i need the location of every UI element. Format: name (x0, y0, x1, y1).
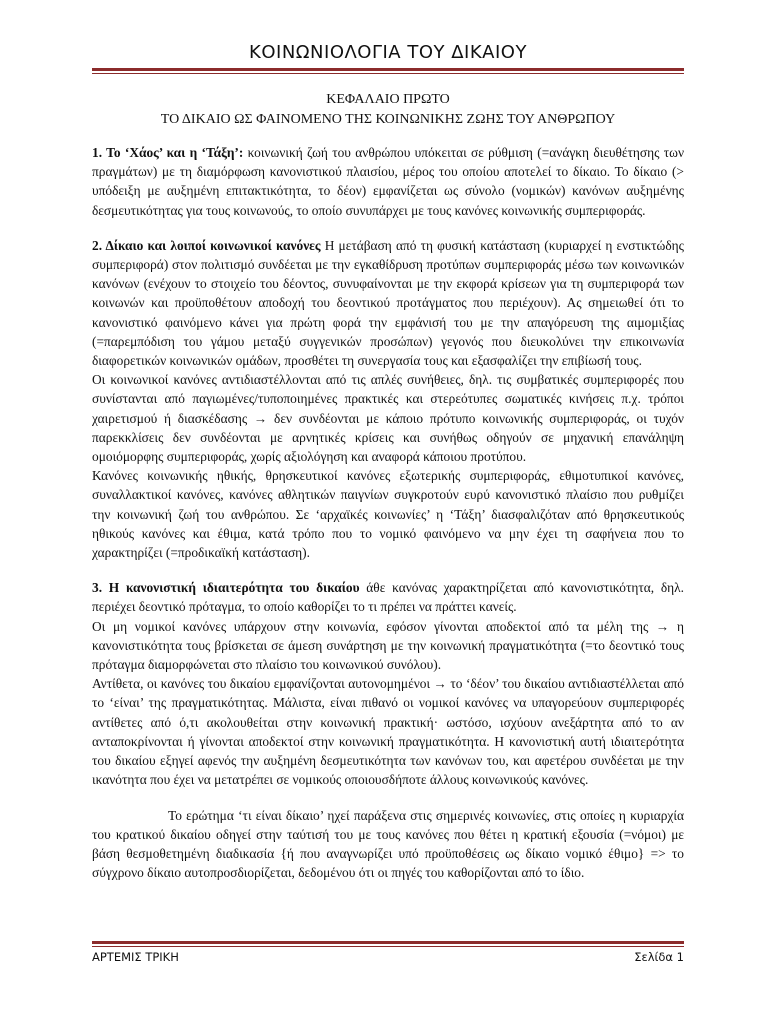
section-3-text: άθε κανόνας χαρακτηρίζεται από κανονιστικότητα, δηλ. περιέχει δεοντικό πρόταγμα, το οποίο καθορίζει το τι πρέπει να πράττει κανείς. (92, 580, 684, 615)
footer-author: ΑΡΤΕΜΙΣ ΤΡΙΚΗ (92, 950, 179, 964)
header-rule (92, 68, 684, 71)
section-2-heading: 2. Δίκαιο και λοιποί κοινωνικοί κανόνες (92, 237, 321, 253)
footer-page-number: Σελίδα 1 (634, 950, 684, 964)
closing-paragraph: Το ερώτημα ‘τι είναι δίκαιο’ ηχεί παράξενα στις σημερινές κοινωνίες, στις οποίες η κυριαρχία του κρατικού δικαίου οδηγεί στην ταύτισή του με τους κανόνες που θέτει η κρατική εξουσία (=νόμοι) με βάση θεσμοθετημένη διαδικασία {ή που αναγνωρίζει υπό προϋποθέσεις ως δίκαιο νομικό έθιμο} => το σύγχρονο δίκαιο αυτοπροσδιορίζεται, δεδομένου ότι οι πηγές του καθορίζονται από το ίδιο. (92, 807, 684, 881)
section-1-text: κοινωνική ζωή του ανθρώπου υπόκειται σε ρύθμιση (=ανάγκη διευθέτησης των πραγμάτων) με τη διαμόρφωση κανονιστικού πλαισίου, μέρος του οποίου αποτελεί το δίκαιο. Το δίκαιο (> υπόδειξη με αυξημένη επιτακτικότητα, το δέον) εμφανίζεται ως σύνολο (νομικών) κανόνων αυξημένης δεσμευτικότητας για τους κοινωνούς, το οποίο συνυπάρχει με τους κανόνες κοινωνικής συμπεριφοράς. (92, 145, 685, 218)
section-1-paragraph (92, 143, 684, 220)
section-2-paragraph-2: Οι κοινωνικοί κανόνες αντιδιαστέλλονται από τις απλές συνήθειες, δηλ. τις συμβατικές συμπεριφορές που συνίστανται από παγιωμένες/τυποποιημένες πρακτικές και στερεότυπες σωματικές κινήσεις π.χ. τρόποι χαιρετισμού ή διασκέδασης → δεν συνδέονται με κάποιο πρότυπο κοινωνικής συμπεριφοράς, οι τυχόν παρεκκλίσεις δεν συνδέονται με αρνητικές κρίσεις και συνήθως οδηγούν σε μηχανική επανάληψη ομοιόμορφης συμπεριφοράς, χωρίς αξιολόγηση και αναφορά κάποιου προτύπου. (92, 372, 684, 465)
chapter-title: ΤΟ ΔΙΚΑΙΟ ΩΣ ΦΑΙΝΟΜΕΝΟ ΤΗΣ ΚΟΙΝΩΝΙΚΗΣ ΖΩΗΣ ΤΟΥ ΑΝΘΡΩΠΟΥ (160, 112, 616, 127)
footer-rule (92, 941, 684, 944)
section-3-paragraph (92, 578, 684, 616)
header-rule-thin (92, 73, 684, 74)
section-2-paragraph (92, 236, 684, 370)
section-3-heading: 3. Η κανονιστική ιδιαιτερότητα του δικαίου (92, 580, 360, 596)
document-body (92, 143, 684, 898)
section-2-text: Η μετάβαση από τη φυσική κατάσταση (κυριαρχεί η ενστικτώδης συμπεριφορά) στον πολιτισμό συνδέεται με την εγκαθίδρυση προτύπων συμπεριφοράς μέσω των κοινωνικών κανόνων (ενέχουν το στοιχείο του δέοντος, συνυφαίνονται με την εκφορά κρίσεων για τη συμπεριφορά των κοινωνών και προϋποθέτουν αποδοχή του δεοντικού προτάγματος που περιέχουν). Ας σημειωθεί ότι το κανονιστικό φαινόμενο κάνει για πρώτη φορά την εμφάνισή του με την απαγόρευση της αιμομιξίας (=παρεμπόδιση του γάμου μεταξύ συγγενικών προσώπων) γεγονός που διευκολύνει την επικοινωνία διαφορετικών κοινωνικών ομάδων, προσθέτει τη συνεργασία τους και εξασφαλίζει την επιβίωσή τους. (92, 237, 684, 369)
section-1-heading: 1. Το ‘Χάος’ και η ‘Τάξη’: (92, 145, 244, 160)
chapter-number: ΚΕΦΑΛΑΙΟ ΠΡΩΤΟ (326, 92, 450, 107)
section-3-paragraph-2: Οι μη νομικοί κανόνες υπάρχουν στην κοινωνία, εφόσον γίνονται αποδεκτοί από τα μέλη της → η κανονιστικότητα τους βρίσκεται σε άμεση συνάρτηση με την κοινωνική πραγματικότητα (=το δεοντικό τους πρόταγμα διαμορφώνεται στο πλαίσιο του κοινωνικού συνόλου). (92, 618, 684, 673)
footer-rule-thin (92, 946, 684, 947)
chapter-heading (92, 90, 684, 130)
running-header-title: ΚΟΙΝΩΝΙΟΛΟΓΙΑ ΤΟΥ ΔΙΚΑΙΟΥ (249, 42, 527, 63)
section-3-paragraph-3: Αντίθετα, οι κανόνες του δικαίου εμφανίζονται αυτονομημένοι → το ‘δέον’ του δικαίου αντιδιαστέλλεται από το ‘είναι’ της πραγματικότητας. Μάλιστα, είναι πιθανό οι νομικοί κανόνες να υπαγορεύουν συμπεριφορές αντίθετες από ό,τι ακολουθείται στην κοινωνική πρακτική· ωστόσο, ισχύουν ανεξάρτητα από το αν ανταποκρίνονται ή γίνονται αποδεκτοί στην κοινωνική πραγματικότητα. Η κανονιστική αυτή ιδιαιτερότητα του δικαίου εξηγεί αφενός την αυξημένη δεσμευτικότητα των κανόνων του, και αφετέρου συνδέεται με την ικανότητα που έχει να μετατρέπει σε νομικούς οποιουσδήποτε άλλους κοινωνικούς κανόνες. (92, 676, 684, 788)
section-2-paragraph-3: Κανόνες κοινωνικής ηθικής, θρησκευτικοί κανόνες εξωτερικής συμπεριφοράς, εθιμοτυπικοί κανόνες, συναλλακτικοί κανόνες, κανόνες αθλητικών παιγνίων συγκροτούν ευρύ κανονιστικό πλαίσιο που ρυθμίζει την κοινωνική ζωή του ανθρώπου. Σε ‘αρχαϊκές κοινωνίες’ η ‘Τάξη’ διασφαλιζόταν από θρησκευτικούς ηθικούς κανόνες και έθιμα, κατά τρόπο που το νομικό φαινόμενο να μην έχει τη σαφήνεια που το χαρακτηρίζει (=προδικαϊκή κατάσταση). (92, 468, 684, 561)
